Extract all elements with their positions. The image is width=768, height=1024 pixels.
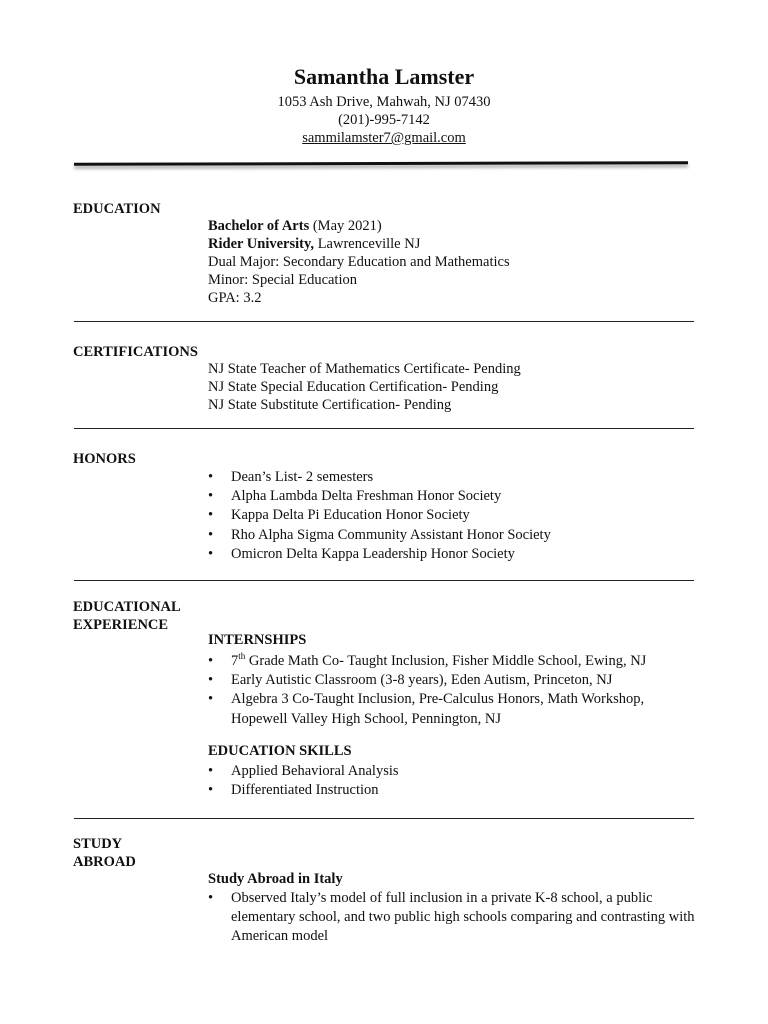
- email-link[interactable]: sammilamster7@gmail.com: [302, 130, 466, 146]
- certification-item: NJ State Special Education Certification- Pending: [208, 379, 499, 395]
- school-line: [208, 235, 420, 254]
- degree-line: [208, 217, 382, 236]
- minor: Minor: Special Education: [208, 272, 357, 288]
- honor-item: • Omicron Delta Kappa Leadership Honor Society: [208, 545, 551, 564]
- experience-heading-line1: EDUCATIONAL: [73, 599, 181, 615]
- certification-item: NJ State Teacher of Mathematics Certificate- Pending: [208, 361, 521, 377]
- degree: Bachelor of Arts: [208, 218, 310, 234]
- header-divider: [74, 161, 688, 166]
- internships-heading: INTERNSHIPS: [208, 632, 307, 648]
- honor-item: • Rho Alpha Sigma Community Assistant Honor Society: [208, 526, 551, 545]
- phone: (201)-995-7142: [338, 112, 430, 128]
- section-divider: [74, 818, 694, 819]
- study-abroad-heading-line1: STUDY: [73, 836, 123, 852]
- section-divider: [74, 321, 694, 322]
- internship-item: • Algebra 3 Co-Taught Inclusion, Pre-Calculus Honors, Math Workshop, Hopewell Valley High School, Pennington, NJ: [208, 690, 701, 728]
- internship-grade: 7: [231, 653, 239, 669]
- school-location: Lawrenceville NJ: [314, 236, 421, 252]
- section-divider: [74, 580, 694, 581]
- internship-text: Grade Math Co- Taught Inclusion, Fisher Middle School, Ewing, NJ: [245, 653, 647, 669]
- skills-heading: EDUCATION SKILLS: [208, 743, 352, 759]
- honor-item: • Alpha Lambda Delta Freshman Honor Society: [208, 487, 551, 506]
- email: [0, 129, 768, 148]
- ordinal-suffix: th: [238, 651, 246, 662]
- honors-list: [208, 468, 551, 564]
- honors-heading: HONORS: [73, 451, 136, 467]
- internship-item: • Early Autistic Classroom (3-8 years), Eden Autism, Princeton, NJ: [208, 671, 701, 690]
- certifications-heading: CERTIFICATIONS: [73, 344, 198, 360]
- certification-item: NJ State Substitute Certification- Pending: [208, 397, 452, 413]
- candidate-name: Samantha Lamster: [293, 64, 475, 89]
- study-abroad-subheading: Study Abroad in Italy: [208, 871, 343, 887]
- education-heading: EDUCATION: [73, 201, 161, 217]
- honor-item: • Dean’s List- 2 semesters: [208, 468, 551, 487]
- internships-list: [208, 652, 701, 729]
- degree-date: (May 2021): [309, 218, 382, 234]
- honor-item: • Kappa Delta Pi Education Honor Society: [208, 506, 551, 525]
- address: 1053 Ash Drive, Mahwah, NJ 07430: [277, 94, 491, 110]
- study-abroad-item: • Observed Italy’s model of full inclusion in a private K-8 school, a public elementary school, and two public high schools comparing and contrasting with American model: [208, 889, 701, 947]
- experience-heading-line2: EXPERIENCE: [73, 617, 169, 633]
- internship-item: [208, 652, 701, 671]
- gpa: GPA: 3.2: [208, 290, 262, 306]
- major: Dual Major: Secondary Education and Mathematics: [208, 254, 510, 270]
- skill-item: • Differentiated Instruction: [208, 781, 399, 800]
- skills-list: [208, 762, 399, 800]
- section-divider: [74, 428, 694, 429]
- skill-item: • Applied Behavioral Analysis: [208, 762, 399, 781]
- school: Rider University,: [208, 236, 315, 252]
- study-abroad-list: [208, 889, 701, 947]
- study-abroad-heading-line2: ABROAD: [73, 854, 136, 870]
